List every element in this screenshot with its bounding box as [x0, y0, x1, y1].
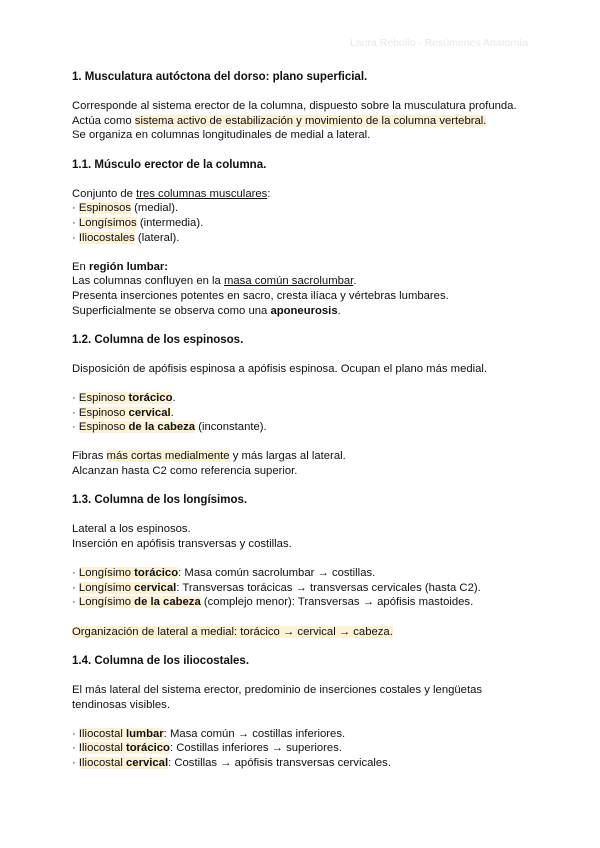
text: Longísimo: [78, 567, 135, 580]
highlighted-text: Longísimos: [78, 216, 137, 229]
text: y más largas al lateral.: [229, 450, 346, 463]
text: :: [267, 187, 271, 200]
bullet: ·: [72, 202, 79, 215]
text: Iliocostal: [78, 756, 126, 769]
section-1-1-lumbar: [72, 260, 528, 318]
highlighted-text: Espinosos: [78, 202, 132, 215]
bullet: ·: [72, 567, 79, 580]
text: Longísimo: [78, 596, 135, 609]
bold-text: de la cabeza: [134, 596, 201, 609]
list-item: [72, 231, 528, 246]
text: (inconstante).: [195, 421, 267, 434]
highlighted-text: Iliocostales: [78, 231, 135, 244]
text-line: Inserción en apófisis transversas y costillas.: [72, 538, 292, 550]
section-1-3-title: 1.3. Columna de los longísimos.: [72, 494, 248, 507]
text: Espinoso: [78, 392, 129, 405]
highlighted-text: más cortas medialmente: [106, 450, 230, 463]
text: : Costillas → apófisis transversas cervicales.: [168, 756, 391, 769]
text-line: El más lateral del sistema erector, predominio de inserciones costales y lengüetas: [72, 683, 483, 696]
text-line: tendinosas visibles.: [72, 698, 170, 711]
text-line: Disposición de apófisis espinosa a apófisis espinosa. Ocupan el plano más medial.: [72, 362, 488, 375]
text-line: Presenta inserciones potentes en sacro, cresta ilíaca y vértebras lumbares.: [72, 289, 449, 302]
bullet: ·: [72, 742, 79, 755]
section-1-2-title: 1.2. Columna de los espinosos.: [72, 333, 244, 346]
bold-text: región lumbar:: [88, 260, 169, 273]
list-item: [72, 756, 528, 771]
list-item: [72, 201, 528, 216]
bold-text: lumbar: [126, 727, 164, 740]
text-line: [72, 114, 528, 129]
highlighted-text: [79, 407, 171, 419]
list-item: [72, 391, 528, 406]
bullet: ·: [72, 406, 79, 419]
text-line: [72, 260, 528, 275]
text: Fibras: [72, 450, 107, 463]
text-line: [72, 625, 528, 640]
text-line: [72, 274, 528, 289]
text: Superficialmente se observa como una: [72, 304, 271, 317]
text: Longísimo: [78, 581, 135, 594]
bullet: ·: [72, 581, 79, 594]
highlighted-text: [79, 567, 178, 579]
list-item: [72, 595, 528, 610]
highlighted-text: [78, 392, 176, 405]
highlighted-text: [79, 421, 195, 433]
section-1-2-list: [72, 391, 528, 435]
section-1-4-intro: [72, 683, 528, 712]
section-1-3-list: [72, 566, 528, 610]
underlined-text: masa común sacrolumbar: [223, 275, 354, 288]
bullet: ·: [72, 727, 79, 740]
section-1-3-intro: [72, 522, 528, 551]
bold-text: cervical: [128, 406, 171, 419]
text: .: [170, 406, 174, 419]
bullet: ·: [72, 596, 79, 609]
list-item: [72, 727, 528, 742]
highlighted-text: [79, 596, 201, 608]
text: Espinoso: [78, 406, 129, 419]
underlined-text: tres columnas musculares: [136, 187, 268, 200]
bullet: ·: [72, 756, 79, 769]
list-item: [72, 741, 528, 756]
text-line: [72, 187, 528, 202]
text: Las columnas confluyen en la: [72, 275, 224, 288]
bullet: ·: [72, 216, 79, 229]
text-line: Se organiza en columnas longitudinales de medial a lateral.: [72, 129, 371, 142]
text: (lateral).: [134, 231, 180, 244]
text: : Costillas inferiores → superiores.: [169, 742, 342, 755]
text: Iliocostal: [78, 742, 126, 755]
text: Espinoso: [78, 421, 129, 434]
text: (intermedia).: [136, 216, 204, 229]
highlighted-text: [79, 582, 176, 594]
bold-text: cervical: [134, 581, 177, 594]
bold-text: torácico: [128, 392, 173, 405]
bullet: ·: [72, 392, 79, 405]
highlighted-text: sistema activo de estabilización y movimiento de la columna vertebral.: [134, 114, 487, 127]
bold-text: torácico: [134, 567, 179, 580]
list-item: [72, 566, 528, 581]
highlighted-text: [79, 757, 168, 769]
text: : Masa común → costillas inferiores.: [163, 727, 346, 740]
text: (complejo menor): Transversas → apófisis mastoides.: [200, 596, 474, 609]
section-1-2-intro: [72, 362, 528, 377]
section-1-4-list: [72, 727, 528, 771]
section-1-3-organization: [72, 625, 528, 640]
text: Conjunto de: [72, 187, 137, 200]
text: En: [72, 260, 89, 273]
bold-text: de la cabeza: [128, 421, 196, 434]
text-line: Lateral a los espinosos.: [72, 523, 191, 536]
text: : Transversas torácicas → transversas cervicales (hasta C2).: [176, 581, 481, 594]
section-1-4-title: 1.4. Columna de los iliocostales.: [72, 654, 250, 667]
bold-text: torácico: [126, 742, 170, 755]
section-1-body: [72, 99, 528, 143]
section-1-1-title: 1.1. Músculo erector de la columna.: [72, 158, 267, 171]
list-item: [72, 420, 528, 435]
list-item: [72, 581, 528, 596]
text: .: [172, 392, 176, 405]
text-line: [72, 449, 528, 464]
bullet: ·: [72, 231, 79, 244]
text: Actúa como: [72, 114, 135, 127]
page-header: Laura Rebollo - Resúmenes Anatomía: [349, 37, 528, 49]
text-line: Alcanzan hasta C2 como referencia superior.: [72, 465, 298, 478]
bold-text: cervical: [126, 756, 169, 769]
list-item: [72, 406, 528, 421]
section-1-2-fibers: [72, 449, 528, 478]
highlighted-text: [79, 742, 170, 754]
text: (medial).: [131, 202, 179, 215]
text: .: [353, 275, 357, 288]
list-item: [72, 216, 528, 231]
text: .: [337, 304, 341, 317]
document-body: [72, 70, 528, 785]
section-1-title: 1. Musculatura autóctona del dorso: plano superficial.: [72, 71, 368, 83]
text-line: [72, 304, 528, 319]
text: Iliocostal: [78, 727, 126, 740]
bullet: ·: [72, 421, 79, 434]
bold-text: aponeurosis: [270, 304, 338, 317]
section-1-1-list: [72, 187, 528, 245]
text: : Masa común sacrolumbar → costillas.: [178, 567, 376, 580]
highlighted-text: [79, 728, 164, 740]
text-line: Corresponde al sistema erector de la columna, dispuesto sobre la musculatura profunda.: [72, 100, 517, 113]
highlighted-text: Organización de lateral a medial: torácico → cervical → cabeza.: [72, 625, 393, 638]
